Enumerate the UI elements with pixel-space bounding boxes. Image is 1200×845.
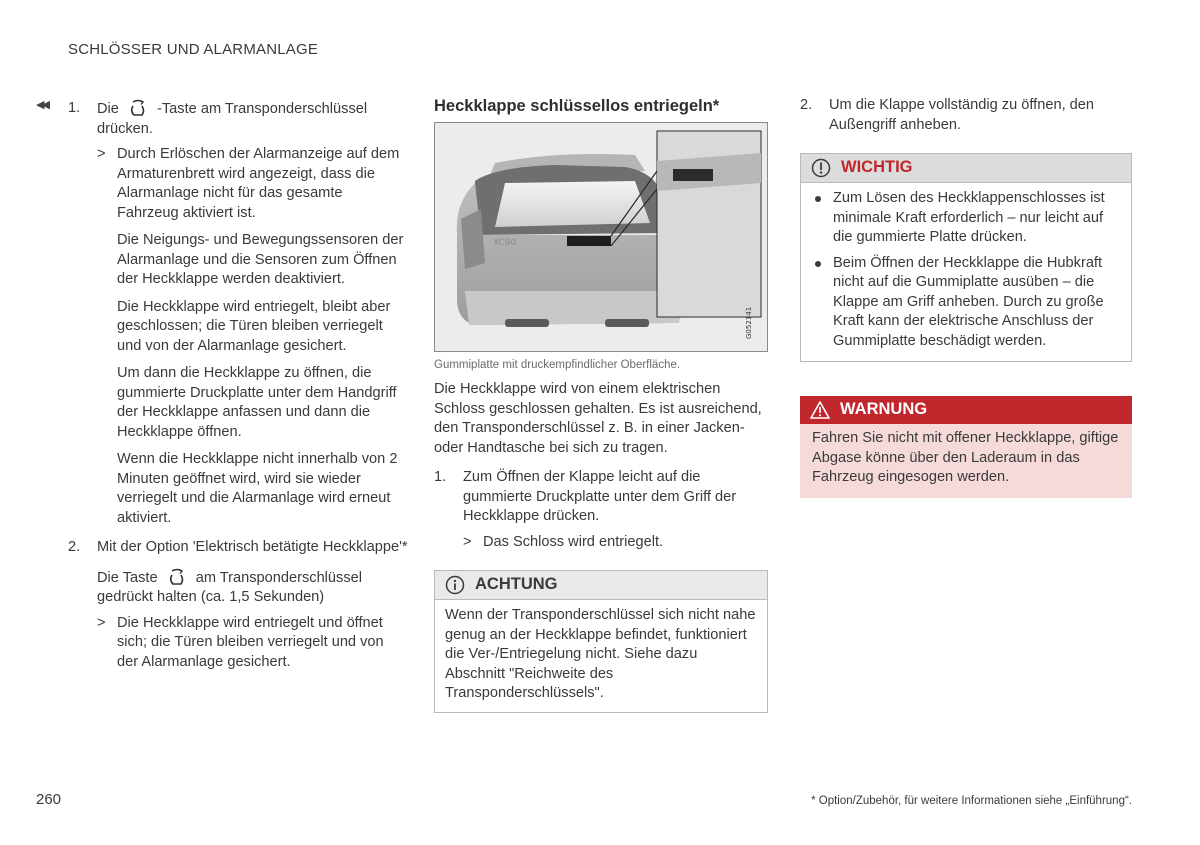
achtung-box [434, 570, 768, 713]
svg-text:XC90: XC90 [493, 238, 517, 248]
step-2: 2. Mit der Option 'Elektrisch betätigte Heckklappe'* [68, 538, 408, 558]
achtung-text: Wenn der Transponderschlüssel sich nicht nahe genug an der Heckklappe befindet, funktioniert die Ver-/Entriegelung nicht. Siehe dazu Abschnitt "Reichweite des Transponderschlüssels". [445, 607, 756, 701]
car-rear-illustration [435, 123, 767, 351]
list-item: Beim Öffnen der Heckklappe die Hubkraft nicht auf die Gummiplatte ausüben – die Klappe am Griff anheben. Durch zu große Kraft kann der elektrische Anschluss der Gummiplatte beschädigt werden. [813, 254, 1121, 352]
warning-triangle-icon [810, 400, 830, 420]
column-middle [434, 96, 768, 713]
step-1-result: > Durch Erlöschen der Alarmanzeige auf dem Armaturenbrett wird angezeigt, dass die Alarmanlage nicht für das gesamte Fahrzeug aktiviert ist. [97, 146, 400, 221]
column-left [68, 99, 408, 672]
wichtig-header: WICHTIG [801, 154, 1131, 183]
tailgate-key-icon [127, 99, 149, 117]
figure-caption: Gummiplatte mit druckempfindlicher Oberfläche. [434, 359, 681, 371]
warnung-box [800, 396, 1132, 498]
tailgate-figure [434, 122, 768, 352]
page-number: 260 [36, 791, 62, 808]
step-number: 1. [68, 100, 81, 116]
exclamation-icon [811, 158, 831, 178]
warnung-text: Fahren Sie nicht mit offener Heckklappe, giftige Abgase könne über den Laderaum in das Fahrzeug eingesogen werden. [812, 430, 1119, 485]
footnote: * Option/Zubehör, für weitere Informationen siehe „Einführung“. [811, 795, 1132, 807]
achtung-header: ACHTUNG [435, 571, 767, 600]
step-1-open-result: > Das Schloss wird entriegelt. [463, 533, 664, 550]
step-2-instruction: Die Taste am Transponderschlüssel gedrückt halten (ca. 1,5 Sekunden) [97, 569, 362, 605]
intro-paragraph: Die Heckklappe wird von einem elektrischen Schloss geschlossen gehalten. Es ist ausreichend, den Transponderschlüssel z. B. in einer Jacken- oder Handtasche bei sich zu tragen. [434, 381, 762, 456]
list-item: Zum Lösen des Heckklappenschlosses ist minimale Kraft erforderlich – nur leicht auf die gummierte Platte drücken. [813, 189, 1121, 248]
step-1-open: 1. Zum Öffnen der Klappe leicht auf die gummierte Druckplatte unter dem Griff der Heckklappe drücken. [434, 469, 737, 524]
paragraph: Um dann die Heckklappe zu öffnen, die gummierte Druckplatte unter dem Handgriff der Heckklappe anfassen und dann die Heckklappe öffnen. [117, 365, 397, 440]
figure-code: G052141 [745, 306, 753, 339]
step-1 [68, 99, 408, 139]
info-icon [445, 575, 465, 595]
back-nav-icon[interactable]: ◀◀ [36, 99, 47, 111]
page-header-title: SCHLÖSSER UND ALARMANLAGE [68, 41, 319, 58]
tailgate-key-icon [166, 568, 188, 586]
step-number: 2. [68, 539, 81, 555]
section-heading: Heckklappe schlüssellos entriegeln* [434, 97, 720, 115]
step-2-open: 2. Um die Klappe vollständig zu öffnen, den Außengriff anheben. [800, 97, 1095, 133]
step-1-text: Die -Taste am Transponderschlüssel drücken. [97, 101, 368, 137]
wichtig-box [800, 153, 1132, 362]
step-2-result: > Die Heckklappe wird entriegelt und öffnet sich; die Türen bleiben verriegelt und von der Alarmanlage gesichert. [97, 614, 384, 670]
paragraph: Die Neigungs- und Bewegungssensoren der Alarmanlage und die Sensoren zum Öffnen der Heckklappe werden deaktiviert. [117, 232, 404, 287]
paragraph: Die Heckklappe wird entriegelt, bleibt aber geschlossen; die Türen bleiben verriegelt und von der Alarmanlage gesichert. [117, 298, 391, 354]
warnung-header: WARNUNG [800, 396, 1132, 424]
column-right [800, 96, 1132, 498]
paragraph: Wenn die Heckklappe nicht innerhalb von 2 Minuten geöffnet wird, wird sie wieder verriegelt und die Alarmanlage wird erneut aktiviert. [117, 451, 398, 526]
